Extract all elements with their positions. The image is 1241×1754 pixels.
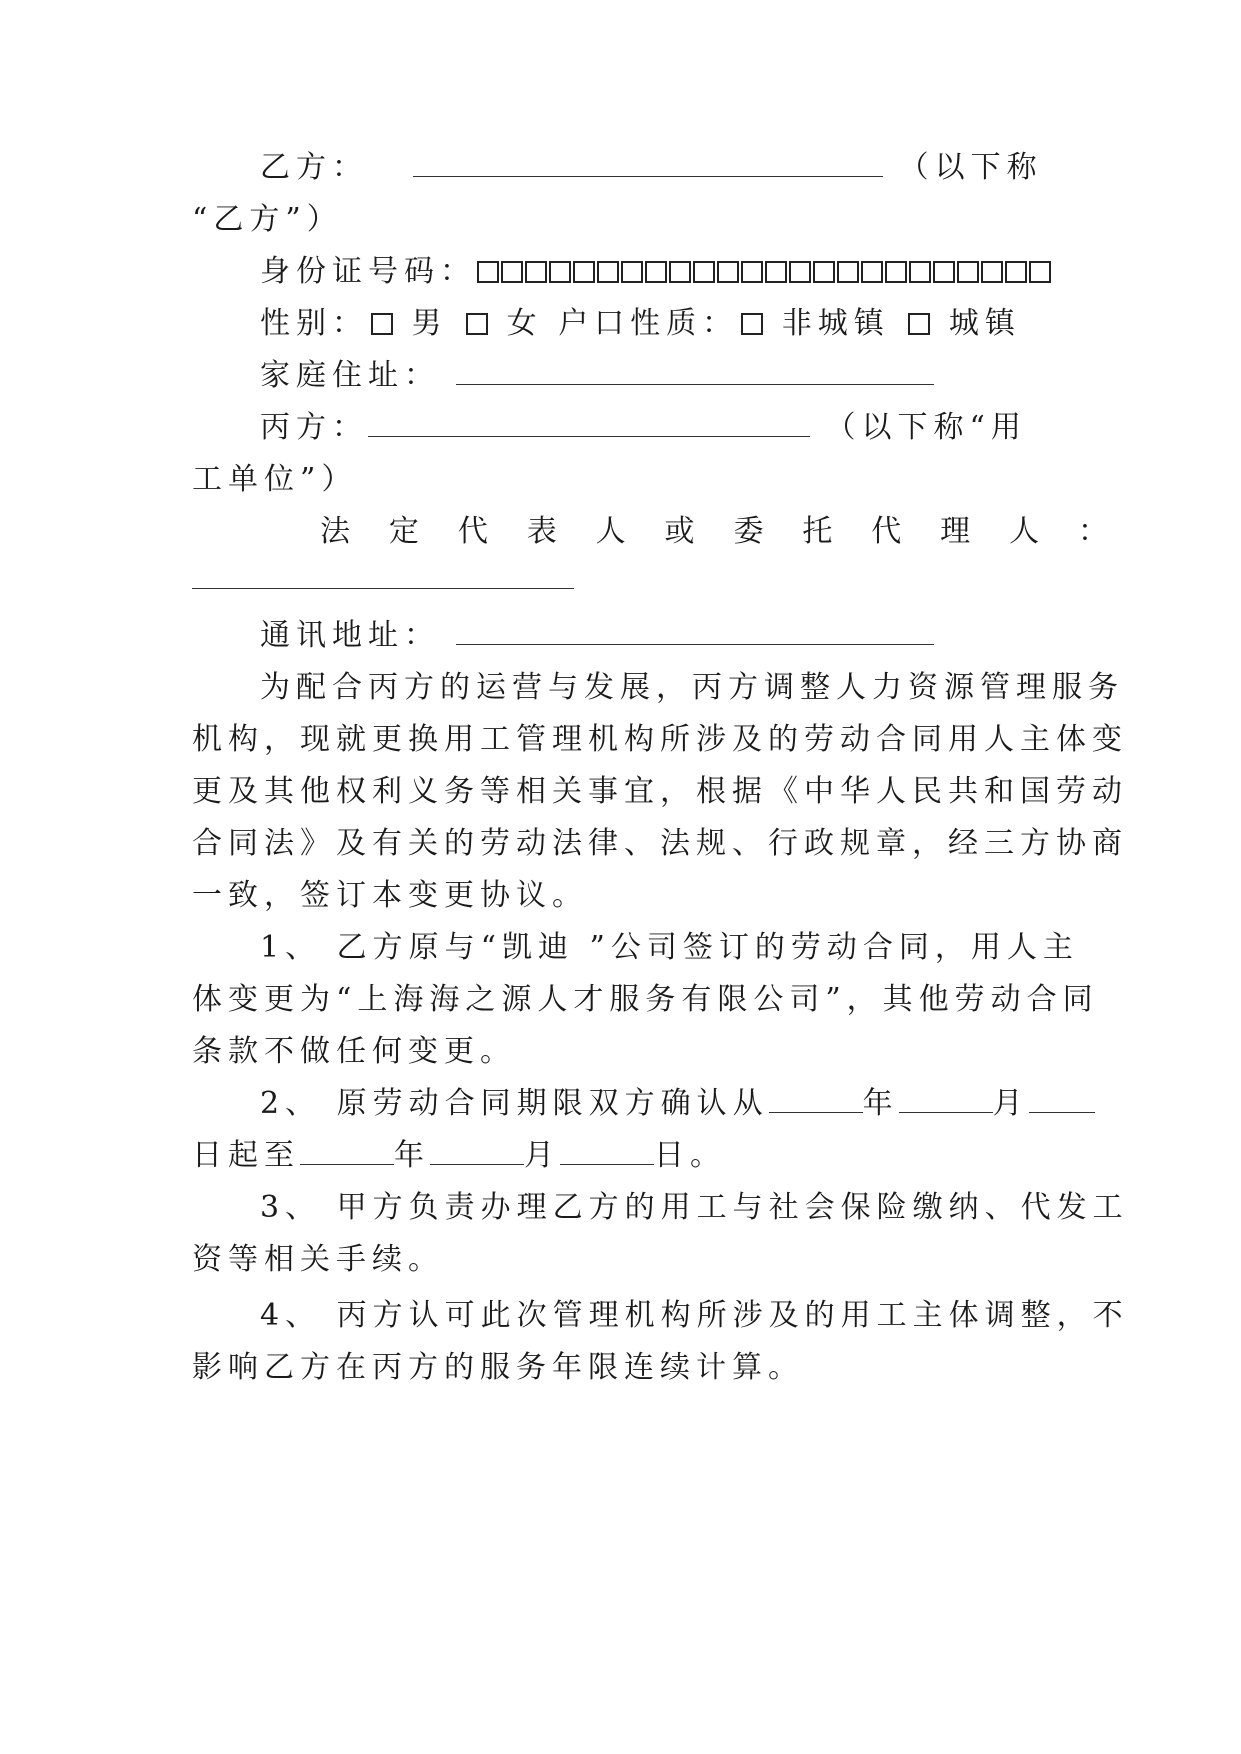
intro-line: 为配合丙方的运营与发展，丙方调整人力资源管理服务	[260, 670, 1124, 705]
female-checkbox[interactable]	[466, 313, 488, 335]
start-month-blank[interactable]	[899, 1084, 993, 1113]
intro-line: 一致，签订本变更协议。	[192, 878, 588, 913]
party-b-label: 乙方：	[260, 150, 368, 185]
mail-address-label: 通讯地址：	[260, 618, 440, 653]
id-digit-box[interactable]	[957, 261, 979, 283]
legal-rep-char: 理	[940, 514, 971, 549]
start-day-blank[interactable]	[1029, 1084, 1095, 1113]
id-digit-box[interactable]	[549, 261, 571, 283]
id-digit-box[interactable]	[933, 261, 955, 283]
id-digit-box[interactable]	[597, 261, 619, 283]
clause-2-line-cont	[192, 1136, 1052, 1176]
home-address-line	[192, 356, 1120, 396]
id-digit-box[interactable]	[477, 261, 499, 283]
party-c-label: 丙方：	[260, 410, 368, 445]
id-digit-box[interactable]	[621, 261, 643, 283]
clause-1-line: 1、 乙方原与“凯迪 ”公司签订的劳动合同，用人主	[260, 930, 1079, 965]
id-digit-box[interactable]	[501, 261, 523, 283]
gender-line	[192, 304, 1120, 344]
id-digit-box[interactable]	[573, 261, 595, 283]
non-urban-label: 非城镇	[781, 306, 890, 341]
id-digit-box[interactable]	[837, 261, 859, 283]
clause-1-line: 条款不做任何变更。	[192, 1034, 516, 1069]
party-b-suffix: （以下称	[898, 150, 1043, 185]
legal-rep-char: 代	[871, 514, 902, 549]
year-label: 年	[394, 1138, 430, 1173]
id-number-line	[192, 252, 1120, 292]
legal-rep-blank[interactable]	[192, 560, 574, 589]
legal-rep-char: 托	[802, 514, 833, 549]
id-number-boxes[interactable]	[476, 254, 1052, 289]
legal-rep-char: 表	[526, 514, 557, 549]
home-address-label: 家庭住址：	[260, 358, 440, 393]
legal-rep-char: 定	[388, 514, 419, 549]
legal-rep-char: 法	[320, 514, 350, 549]
id-digit-box[interactable]	[861, 261, 883, 283]
urban-label: 城镇	[948, 306, 1021, 341]
end-month-blank[interactable]	[430, 1136, 524, 1165]
clause-2-text: 2、 原劳动合同期限双方确认从	[260, 1086, 769, 1121]
party-b-blank[interactable]	[413, 148, 883, 177]
id-digit-box[interactable]	[717, 261, 739, 283]
legal-rep-char: 人	[1009, 514, 1040, 549]
month-label: 月	[992, 1086, 1029, 1121]
gender-label: 性别：	[260, 306, 368, 341]
clause-2-line	[192, 1084, 1120, 1124]
id-digit-box[interactable]	[1029, 261, 1051, 283]
home-address-blank[interactable]	[456, 356, 934, 385]
intro-line: 更及其他权利义务等相关事宜，根据《中华人民共和国劳动	[192, 774, 1128, 809]
end-year-blank[interactable]	[300, 1136, 394, 1165]
party-c-blank[interactable]	[368, 408, 810, 437]
year-label: 年	[862, 1086, 899, 1121]
day-end-label: 日。	[654, 1138, 726, 1173]
clause-4-line: 4、 丙方认可此次管理机构所涉及的用工主体调整，不	[260, 1298, 1129, 1333]
id-digit-box[interactable]	[909, 261, 931, 283]
urban-checkbox[interactable]	[908, 313, 930, 335]
legal-rep-char: 代	[457, 514, 488, 549]
id-number-label: 身份证号码：	[260, 254, 476, 289]
legal-rep-blank-line	[192, 560, 1052, 600]
id-digit-box[interactable]	[813, 261, 835, 283]
id-digit-box[interactable]	[1005, 261, 1027, 283]
mail-address-blank[interactable]	[456, 616, 934, 645]
clause-2-text: 日起至	[192, 1138, 300, 1173]
intro-line: 机构，现就更换用工管理机构所涉及的劳动合同用人主体变	[192, 722, 1128, 757]
clause-1-line: 体变更为“上海海之源人才服务有限公司”，其他劳动合同	[192, 982, 1099, 1017]
legal-rep-char: 委	[733, 514, 764, 549]
male-checkbox[interactable]	[371, 313, 393, 335]
id-digit-box[interactable]	[669, 261, 691, 283]
legal-rep-char: 或	[664, 514, 695, 549]
clause-3-line: 资等相关手续。	[192, 1242, 444, 1277]
party-b-line	[192, 148, 1120, 188]
clause-4-line: 影响乙方在丙方的服务年限连续计算。	[192, 1350, 804, 1385]
party-b-line-cont: “乙方”）	[192, 202, 343, 237]
party-c-line	[192, 408, 1120, 448]
clause-3-line: 3、 甲方负责办理乙方的用工与社会保险缴纳、代发工	[260, 1190, 1129, 1225]
party-c-suffix: （以下称“用	[825, 410, 1027, 445]
start-year-blank[interactable]	[769, 1084, 863, 1113]
month-label: 月	[524, 1138, 560, 1173]
legal-rep-char: 人	[595, 514, 626, 549]
id-digit-box[interactable]	[765, 261, 787, 283]
id-digit-box[interactable]	[981, 261, 1003, 283]
mail-address-line	[192, 616, 1120, 656]
id-digit-box[interactable]	[741, 261, 763, 283]
male-label: 男	[411, 306, 448, 341]
id-digit-box[interactable]	[645, 261, 667, 283]
id-digit-box[interactable]	[693, 261, 715, 283]
id-digit-box[interactable]	[789, 261, 811, 283]
hukou-label: 户口性质：	[558, 306, 739, 341]
id-digit-box[interactable]	[525, 261, 547, 283]
intro-line: 合同法》及有关的劳动法律、法规、行政规章，经三方协商	[192, 826, 1128, 861]
legal-rep-char: ：	[1077, 514, 1108, 549]
end-day-blank[interactable]	[560, 1136, 654, 1165]
party-c-line-cont: 工单位”）	[192, 462, 358, 497]
id-digit-box[interactable]	[885, 261, 907, 283]
non-urban-checkbox[interactable]	[741, 313, 763, 335]
legal-rep-line	[192, 512, 1108, 552]
female-label: 女	[506, 306, 543, 341]
